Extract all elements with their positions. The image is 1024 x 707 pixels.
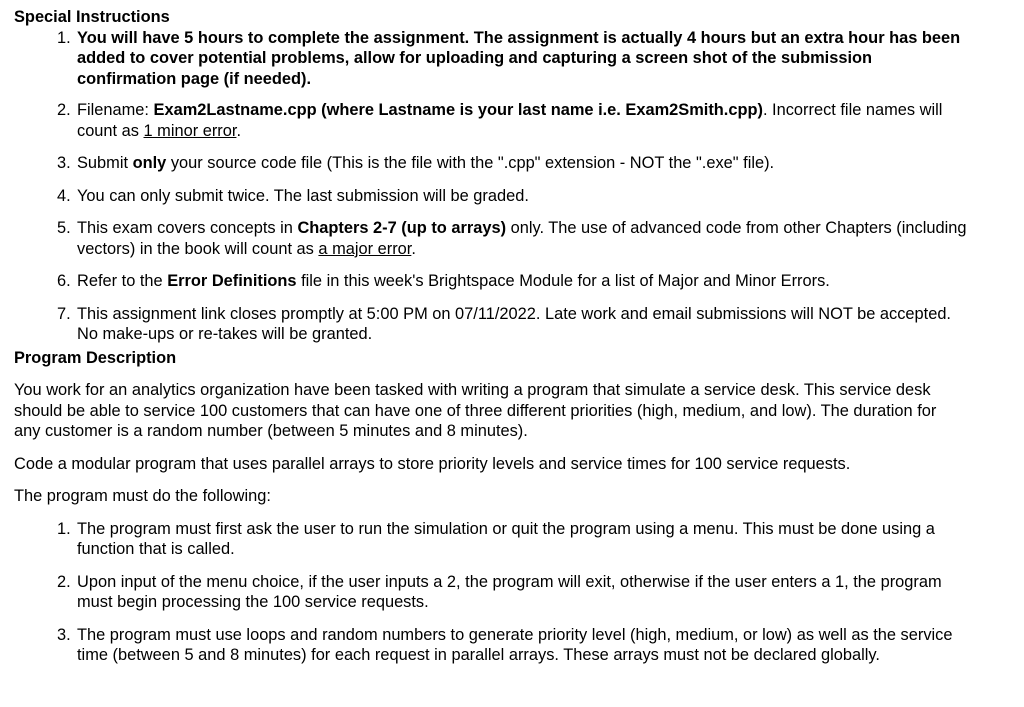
major-error-text: a major error — [318, 239, 412, 258]
requirement-text: The program must first ask the user to run the simulation or quit the program using a menu. This must be done using a function that is called. — [77, 519, 935, 558]
list-number: 6. — [57, 272, 71, 290]
list-number: 2. — [57, 101, 71, 119]
instruction-text: . Incorrect file names will count as — [77, 101, 943, 140]
description-paragraph: Code a modular program that uses parallel arrays to store priority levels and service times for 100 service requests. — [14, 454, 851, 473]
list-number: 7. — [57, 304, 71, 323]
program-requirements-list — [14, 519, 1010, 666]
list-number: 5. — [57, 219, 71, 237]
emphasis-text: only — [132, 154, 167, 172]
list-item — [14, 519, 1010, 560]
filename-format: Exam2Lastname.cpp (where Lastname is your last name i.e. Exam2Smith.cpp) — [153, 101, 763, 119]
list-item — [14, 572, 1010, 613]
list-item — [14, 100, 1010, 141]
list-item — [14, 271, 1010, 292]
special-instructions-heading: Special Instructions — [14, 8, 170, 26]
list-item — [14, 153, 1010, 174]
list-item — [14, 28, 1010, 90]
error-definitions-text: Error Definitions — [167, 272, 297, 290]
description-paragraph: You work for an analytics organization have been tasked with writing a program that simulate a service desk. This service desk should be able to service 100 customers that can have one of three different priorities (high, medium, and low). The duration for any customer is a random number (between 5 minutes and 8 minutes). — [14, 381, 937, 440]
list-item — [14, 304, 1010, 345]
requirement-text: Upon input of the menu choice, if the user inputs a 2, the program will exit, otherwise if the user enters a 1, the program must begin processing the 100 service requests. — [77, 572, 942, 611]
program-description-heading: Program Description — [14, 348, 177, 367]
instruction-text: file in this week's Brightspace Module for a list of Major and Minor Errors. — [296, 272, 830, 290]
instruction-text: This exam covers concepts in — [77, 219, 298, 237]
instruction-text: This assignment link closes promptly at 5:00 PM on 07/11/2022. Late work and email submissions will NOT be accepted. No make-ups or re-takes will be granted. — [77, 304, 951, 343]
list-number: 2. — [57, 572, 71, 591]
requirement-text: The program must use loops and random numbers to generate priority level (high, medium, or low) as well as the service time (between 5 and 8 minutes) for each request in parallel arrays. These arrays must not be declared globally. — [77, 625, 953, 664]
instruction-text: . — [236, 121, 241, 140]
chapters-text: Chapters 2-7 (up to arrays) — [297, 219, 507, 237]
instruction-text: You will have 5 hours to complete the assignment. The assignment is actually 4 hours but an extra hour has been added to cover potential problems, allow for uploading and capturing a screen shot of the submission confirmation page (if needed). — [77, 28, 961, 88]
list-item — [14, 218, 1010, 259]
instruction-text: You can only submit twice. The last submission will be graded. — [77, 186, 529, 205]
instruction-text: Submit — [77, 154, 133, 172]
list-number: 3. — [57, 154, 71, 172]
description-paragraph: The program must do the following: — [14, 487, 271, 505]
list-item — [14, 625, 1010, 666]
special-instructions-list — [14, 28, 1010, 345]
instruction-text: Refer to the — [77, 272, 168, 290]
list-number: 4. — [57, 186, 71, 205]
list-number: 1. — [57, 519, 71, 538]
instruction-text: Filename: — [77, 101, 154, 119]
list-number: 1. — [57, 28, 71, 47]
list-item — [14, 186, 1010, 207]
minor-error-text: 1 minor error — [143, 121, 237, 140]
list-number: 3. — [57, 625, 71, 644]
instruction-text: only. The use of advanced code from other Chapters (including vectors) in the book will count as — [77, 219, 967, 258]
instruction-text: . — [411, 239, 416, 258]
instruction-text: your source code file (This is the file with the ".cpp" extension - NOT the ".exe" file). — [166, 154, 775, 172]
